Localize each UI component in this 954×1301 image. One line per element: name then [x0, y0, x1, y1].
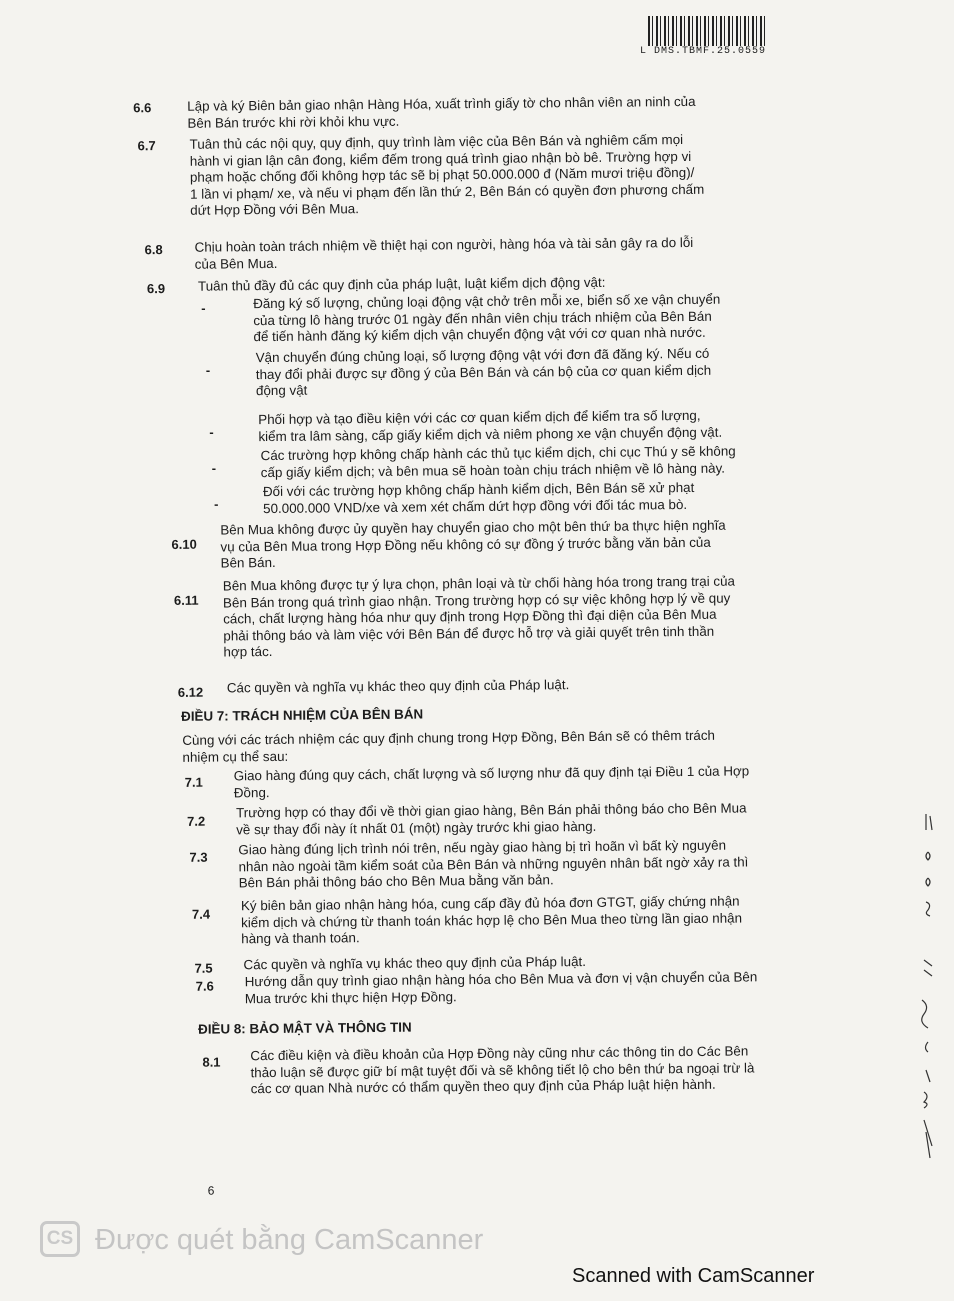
clause-number: 6.8	[144, 242, 163, 258]
text-line: kiểm tra lâm sàng, cấp giấy kiểm dịch và niêm phong xe vận chuyển động vật.	[258, 424, 723, 444]
bullet-text	[263, 480, 695, 517]
bullet-dash: -	[209, 424, 214, 440]
text-line: Bên Bán trong quá trình giao nhận. Trong trường hợp có sự việc không hợp lý về quy	[222, 590, 731, 611]
text-line: Tuân thủ các nội quy, quy định, quy trình làm việc của Bên Bán và nghiêm cấm mọi	[189, 132, 684, 152]
clause-text	[236, 800, 747, 838]
text-line: của từng lô hàng trước 01 ngày đến nhân viên chịu trách nhiệm của Bên Bán	[253, 308, 712, 328]
clause-number: 6.7	[137, 138, 156, 154]
clause-number: 6.12	[177, 684, 204, 700]
camscanner-logo: CS	[40, 1221, 80, 1257]
clause-number: 6.11	[173, 592, 199, 608]
text-line: thảo luận sẽ được giữ bí mật tuyệt đối và sẽ không tiết lộ cho bên thứ ba ngoại trừ là	[250, 1059, 755, 1080]
margin-scribble-icon	[918, 810, 948, 1170]
text-line: Chịu hoàn toàn trách nhiệm về thiệt hại con người, hàng hóa và tài sản gây ra do lỗi	[194, 234, 694, 255]
bullet-dash: -	[205, 362, 211, 378]
text-line: Đăng ký số lượng, chủng loại động vật chở trên mỗi xe, biển số xe vận chuyển	[253, 291, 721, 312]
article-7-heading: ĐIỀU 7: TRÁCH NHIỆM CỦA BÊN BÁN	[181, 706, 424, 724]
article-8-heading: ĐIỀU 8: BẢO MẬT VÀ THÔNG TIN	[198, 1019, 412, 1037]
clause-text	[245, 969, 758, 1007]
text-line: vụ của Bên Mua trong Hợp Đồng nếu không có sự đồng ý trước bằng văn bản của	[220, 534, 711, 555]
camscanner-watermark: Được quét bằng CamScanner	[95, 1224, 484, 1256]
text-line: hợp tác.	[223, 644, 273, 660]
text-line: thay đổi phải được sự đồng ý của Bên Bán và cán bộ của cơ quan kiểm dịch	[255, 362, 712, 382]
text-line: Các quyền và nghĩa vụ khác theo quy định của Pháp luật.	[226, 677, 570, 696]
clause-text	[198, 275, 606, 296]
clause-text	[190, 132, 705, 220]
text-line: 50.000.000 VND/xe và xem xét chấm dứt hợp đồng với đối tác mua bò.	[263, 496, 688, 516]
text-line: Đồng.	[233, 784, 270, 800]
clause-number: 7.4	[191, 906, 211, 922]
clause-number: 7.2	[187, 813, 206, 829]
text-line: phạm hoặc chống đối không hợp tác sẽ bị phạt 50.000.000 đ (Năm mươi triệu đồng)/	[189, 165, 695, 185]
text-line: cách, chất lượng hàng hóa như quy định trong Hợp Đồng thì đại diện của Bên Mua	[223, 606, 717, 627]
text-line: Bên Bán phải thông báo cho Bên Mua bằng văn bản.	[238, 872, 554, 891]
clause-number: 8.1	[202, 1054, 221, 1070]
text-line: Các trường hợp không chấp hành các thủ tục kiểm dịch, chi cục Thú y sẽ không	[260, 443, 736, 464]
text-line: Bên Mua không được ủy quyền hay chuyển giao cho một bên thứ ba thực hiện nghĩa	[220, 517, 726, 538]
text-line: Đối với các trường hợp không chấp hành kiểm dịch, Bên Bán sẽ xử phạt	[262, 479, 695, 500]
scanned-with-footer: Scanned with CamScanner	[572, 1265, 815, 1287]
text-line: Giao hàng đúng quy cách, chất lượng và số lượng như đã quy định tại Điều 1 của Hợp	[233, 763, 750, 784]
text-line: Lập và ký Biên bản giao nhận Hàng Hóa, xuất trình giấy tờ cho nhân viên an ninh của	[187, 93, 696, 114]
clause-text	[227, 677, 570, 697]
text-line: Các điều kiện và điều khoản của Hợp Đồng này cũng như các thông tin do Các Bên	[250, 1043, 749, 1064]
clause-text	[220, 518, 726, 573]
bullet-text	[253, 292, 721, 346]
bullet-text	[258, 408, 722, 446]
clause-text	[195, 235, 694, 273]
clause-text	[187, 94, 696, 132]
article-7-intro	[182, 728, 715, 766]
text-line: Giao hàng đúng lịch trình nói trên, nếu ngày giao hàng bị trì hoãn vì bất kỳ nguyên	[238, 837, 727, 858]
text-line: Trường hợp có thay đổi về thời gian giao hàng, Bên Bán phải thông báo cho Bên Mua	[235, 800, 747, 821]
text-line: Ký biên bản giao nhận hàng hóa, cung cấp đầy đủ hóa đơn GTGT, giấy chứng nhận	[240, 893, 740, 914]
clause-text	[241, 894, 742, 949]
clause-number: 6.10	[171, 536, 197, 552]
clause-number: 7.6	[195, 978, 214, 994]
text-line: Tuân thủ đầy đủ các quy định của pháp luật, luật kiểm dịch động vật:	[197, 274, 606, 294]
barcode-code: L DMS.TBMF.25.0559	[640, 46, 767, 57]
text-line: Bên Bán trước khi rời khỏi khu vực.	[187, 113, 400, 131]
bullet-dash: -	[201, 300, 206, 316]
text-line: về sự thay đổi này ít nhất 01 (một) ngày trước khi giao hàng.	[236, 818, 597, 837]
text-line: nhân nào ngoài tầm kiểm soát của Bên Bán và những nguyên nhân bất ngờ xảy ra thì	[238, 854, 749, 874]
text-line: hàng và thanh toán.	[241, 930, 360, 947]
text-line: phải thông báo và làm việc với Bên Bán để được hỗ trợ và giải quyết trên tinh thần	[223, 623, 715, 644]
text-line: Vận chuyển đúng chủng loại, số lượng động vật với đơn đã đăng ký. Nếu có	[255, 345, 710, 366]
clause-text	[234, 763, 750, 801]
text-line: dứt Hợp Đồng với Bên Mua.	[190, 201, 360, 219]
text-line: Các quyền và nghĩa vụ khác theo quy định của Pháp luật.	[243, 954, 587, 973]
page-number: 6	[207, 1183, 215, 1198]
text-line: Bên Bán.	[220, 555, 276, 571]
clause-number: 7.5	[194, 960, 213, 976]
bullet-dash: -	[211, 460, 217, 476]
text-line: nhiệm cụ thể sau:	[182, 748, 289, 765]
text-line: hành vi gian lận cân đong, kiểm đếm trong quá trình giao nhận bò bê. Trường hợp vi	[189, 148, 692, 169]
text-line: của Bên Mua.	[194, 255, 278, 272]
text-line: 1 lần vi phạm/ xe, và nếu vi phạm đến lần thứ 2, Bên Bán có quyền đơn phương chấm	[190, 181, 705, 202]
clause-text	[223, 574, 736, 662]
clause-number: 6.6	[133, 100, 152, 116]
clause-number: 7.1	[184, 774, 203, 790]
text-line: cấp giấy kiểm dịch; và bên mua sẽ hoàn toàn chịu trách nhiệm về lô hàng này.	[260, 460, 726, 480]
text-line: Mua trước khi thực hiện Hợp Đồng.	[244, 988, 457, 1006]
text-line: Hướng dẫn quy trình giao nhận hàng hóa cho Bên Mua và đơn vị vận chuyển của Bên	[244, 969, 758, 990]
bullet-text	[256, 346, 712, 400]
clause-text	[250, 1043, 754, 1098]
text-line: Phối hợp và tạo điều kiện với các cơ quan kiểm dịch để kiểm tra số lượng,	[258, 407, 701, 428]
margin-handwriting	[918, 810, 948, 1170]
text-line: để tiến hành đăng ký kiểm dịch vận chuyển động vật với cơ quan nhà nước.	[253, 325, 706, 345]
clause-number: 7.3	[189, 849, 208, 865]
text-line: Cùng với các trách nhiệm các quy định chung trong Hợp Đồng, Bên Bán sẽ có thêm trách	[182, 727, 716, 748]
text-line: kiểm dịch và chứng từ thanh toán khác hợp lệ cho Bên Mua theo từng lần giao nhận	[241, 910, 743, 930]
text-line: các cơ quan Nhà nước có thẩm quyền theo quy định của Pháp luật hiện hành.	[250, 1076, 716, 1097]
clause-number: 6.9	[146, 281, 166, 297]
bullet-dash: -	[213, 496, 219, 512]
bullet-text	[261, 444, 736, 482]
text-line: động vật	[255, 382, 308, 399]
text-line: Bên Mua không được tự ý lựa chọn, phân loại và từ chối hàng hóa trong trang trại của	[222, 573, 736, 594]
clause-text	[238, 837, 748, 892]
